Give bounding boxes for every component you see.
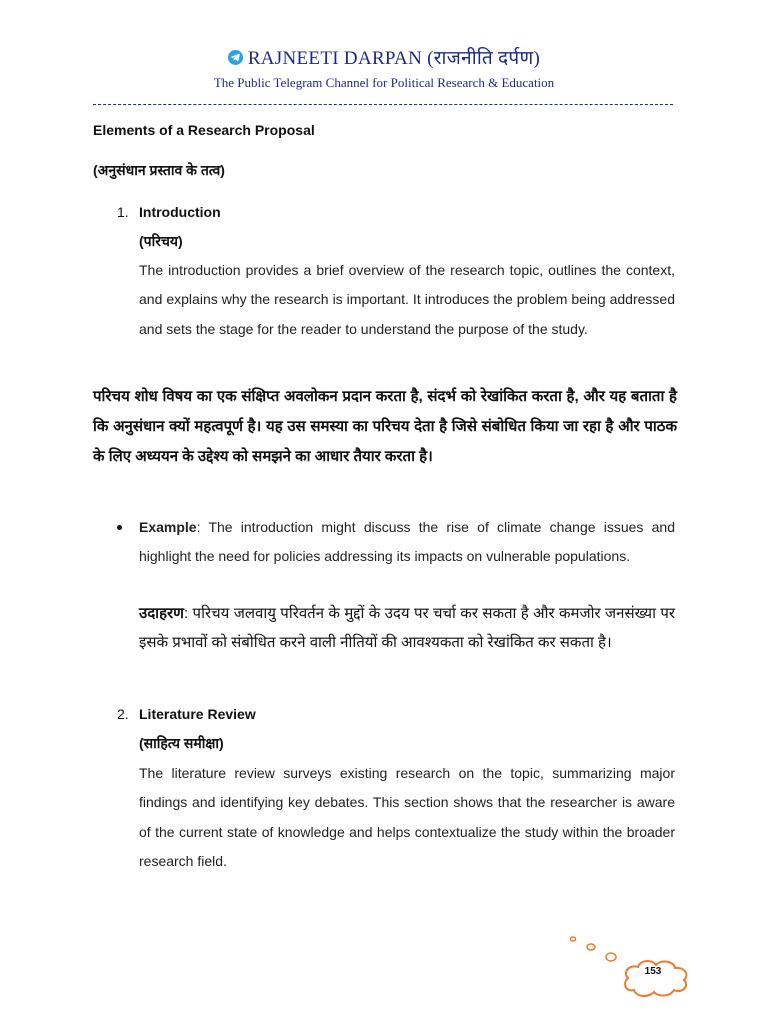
item-heading: Literature Review	[139, 706, 256, 722]
channel-title	[0, 44, 768, 70]
example-label-hindi: उदाहरण	[139, 605, 185, 622]
item-heading-hindi: (साहित्य समीक्षा)	[139, 735, 224, 751]
item-heading-hindi: (परिचय)	[139, 233, 183, 249]
example-text-hindi	[139, 599, 675, 657]
channel-subtitle: The Public Telegram Channel for Political Research & Education	[213, 75, 555, 90]
example-body-hindi: : परिचय जलवायु परिवर्तन के मुद्दों के उदय पर चर्चा कर सकता है और कमजोर जनसंख्या पर इसके प्रभावों को संबोधित करने वाली नीतियों की आवश्यकता को रेखांकित कर सकता है।	[139, 605, 675, 651]
bullet-icon	[117, 525, 122, 530]
telegram-icon	[228, 50, 243, 65]
item-body-hindi: परिचय शोध विषय का एक संक्षिप्त अवलोकन प्रदान करता है, संदर्भ को रेखांकित करता है, और यह बताता है कि अनुसंधान क्यों महत्वपूर्ण है। यह उस समस्या का परिचय देता है जिसे संबोधित किया जा रहा है और पाठक के लिए अध्ययन के उद्देश्य को समझने का आधार तैयार करता है।	[93, 388, 677, 465]
example-label: Example	[139, 519, 197, 535]
example-body: : The introduction might discuss the rise of climate change issues and highlight the need for policies addressing its impacts on vulnerable populations.	[139, 519, 675, 565]
example-text	[139, 513, 675, 572]
channel-title-text: RAJNEETI DARPAN (राजनीति दर्पण)	[247, 48, 541, 69]
page-number: 153	[644, 966, 662, 977]
item-number: 1.	[117, 204, 129, 220]
section-title-hindi: (अनुसंधान प्रस्ताव के तत्व)	[93, 162, 225, 178]
item-body: The literature review surveys existing research on the topic, summarizing major findings and identifying key debates. This section shows that the researcher is aware of the current state of knowledge and helps contextualize the study within the broader research field.	[139, 765, 675, 869]
item-number: 2.	[117, 706, 129, 722]
item-body: The introduction provides a brief overview of the research topic, outlines the context, and explains why the research is important. It introduces the problem being addressed and sets the stage for the reader to understand the purpose of the study.	[139, 262, 675, 337]
header-divider	[93, 104, 673, 105]
item-heading: Introduction	[139, 204, 221, 220]
section-title: Elements of a Research Proposal	[93, 122, 315, 138]
